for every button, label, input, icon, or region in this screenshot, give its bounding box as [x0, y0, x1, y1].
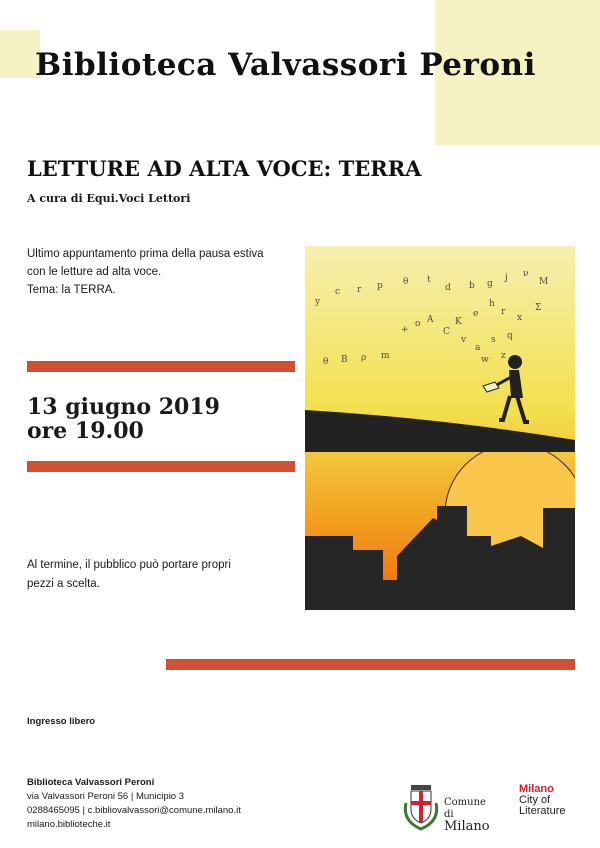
floating-letter: r — [357, 285, 362, 295]
city-title: Milano — [519, 783, 554, 795]
library-contact — [27, 776, 241, 832]
floating-letter: w — [481, 355, 489, 365]
floating-letter: Σ — [535, 303, 542, 313]
floating-letter: p — [377, 281, 383, 291]
floating-letter: v — [461, 335, 467, 345]
floating-letter: θ — [403, 277, 409, 287]
decorative-block-left — [0, 30, 40, 78]
floating-letter: B — [341, 355, 348, 365]
milano-coat-of-arms-icon — [400, 781, 442, 831]
floating-letter: r — [501, 307, 506, 317]
event-description — [27, 245, 297, 299]
floating-letter: θ — [323, 357, 329, 367]
note-line: pezzi a scelta. — [27, 578, 100, 590]
event-title: LETTURE AD ALTA VOCE: TERRA — [27, 156, 422, 181]
floating-letter: ν — [523, 269, 529, 279]
floating-letter: h — [489, 299, 495, 309]
floating-letter: b — [469, 281, 475, 291]
floating-letter: e — [473, 309, 479, 319]
floating-letter: K — [455, 317, 462, 327]
floating-letter: t — [427, 275, 431, 285]
floating-letter: M — [539, 277, 549, 287]
floating-letter: A — [427, 315, 434, 325]
comune-city: Milano — [444, 819, 490, 834]
accent-bar-middle — [27, 461, 295, 472]
footer-contact: 0288465095 | c.bibliovalvassori@comune.milano.it — [27, 805, 241, 816]
description-line: con le letture ad alta voce. — [27, 266, 162, 278]
floating-letter: z — [501, 351, 506, 361]
floating-letter: x — [517, 313, 523, 323]
footer-website[interactable]: milano.biblioteche.it — [27, 819, 111, 830]
event-illustration — [305, 246, 575, 610]
event-curator: A cura di Equi.Voci Lettori — [27, 192, 191, 205]
floating-letter: C — [443, 327, 450, 337]
comune-text — [444, 797, 495, 834]
footer-address: via Valvassori Peroni 56 | Municipio 3 — [27, 791, 185, 802]
description-line: Tema: la TERRA. — [27, 284, 116, 296]
floating-letter: d — [445, 283, 451, 293]
accent-bar-top — [27, 361, 295, 372]
floating-letter: c — [335, 287, 341, 297]
floating-letter: y — [315, 297, 321, 307]
description-line: Ultimo appuntamento prima della pausa estiva — [27, 248, 264, 260]
library-title: Biblioteca Valvassori Peroni — [35, 47, 536, 83]
floating-letter: s — [491, 335, 496, 345]
note-line: Al termine, il pubblico può portare propri — [27, 559, 231, 571]
event-note — [27, 556, 297, 594]
city-of-literature-logo — [519, 784, 565, 817]
comune-di-milano-logo — [400, 781, 495, 834]
city-line-1: City of — [519, 794, 551, 806]
event-date: 13 giugno 2019 — [27, 394, 220, 420]
comune-label: Comune di — [444, 797, 486, 820]
floating-letter: m — [381, 351, 390, 361]
floating-letter: a — [475, 343, 481, 353]
floating-letter: o — [415, 319, 421, 329]
city-line-2: Literature — [519, 805, 566, 817]
event-datetime — [27, 395, 220, 443]
floating-letter: + — [401, 325, 409, 335]
floating-letter: j — [505, 273, 508, 283]
floating-letter: q — [507, 331, 513, 341]
floating-letter: g — [487, 279, 493, 289]
event-time: ore 19.00 — [27, 418, 144, 444]
floating-letter: ρ — [361, 353, 367, 363]
footer-library-name: Biblioteca Valvassori Peroni — [27, 777, 155, 788]
entry-info: Ingresso libero — [27, 716, 96, 727]
accent-bar-bottom — [166, 659, 575, 670]
